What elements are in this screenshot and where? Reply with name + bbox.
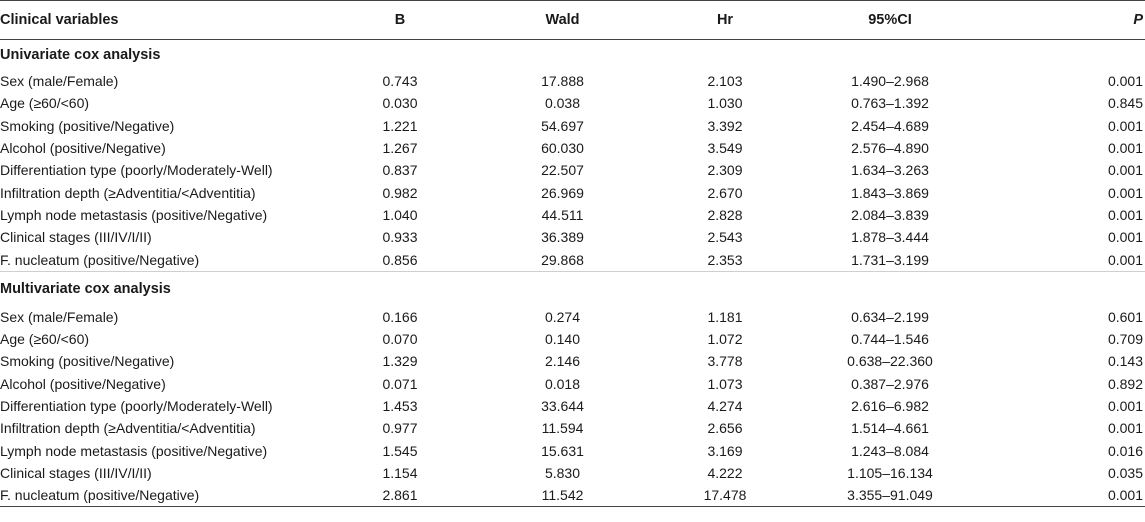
table-row xyxy=(0,115,1145,137)
table-cell: 0.763–1.392 xyxy=(851,95,929,112)
table-cell: 3.169 xyxy=(707,442,743,459)
row-label: Smoking (positive/Negative) xyxy=(0,353,175,370)
table-cell: 1.072 xyxy=(707,331,743,348)
table-cell: 15.631 xyxy=(541,442,584,459)
row-label: Smoking (positive/Negative) xyxy=(0,117,175,134)
table-cell: 0.001 xyxy=(1107,229,1143,246)
table-cell: 0.933 xyxy=(382,229,418,246)
table-cell: 1.329 xyxy=(382,353,418,370)
table-cell: 0.856 xyxy=(382,251,418,268)
row-label: Age (≥60/<60) xyxy=(0,331,90,348)
table-row xyxy=(0,439,1145,461)
table-cell: 3.392 xyxy=(707,117,743,134)
table-row xyxy=(0,204,1145,226)
table-row xyxy=(0,306,1145,328)
table-cell: 33.644 xyxy=(541,398,584,414)
table-cell: 0.035 xyxy=(1107,464,1143,481)
table-cell: 1.105–16.134 xyxy=(847,464,933,481)
table-cell: 3.778 xyxy=(707,353,743,370)
table-cell: 0.634–2.199 xyxy=(851,308,929,325)
table-cell: 0.071 xyxy=(382,375,418,392)
table-cell: 17.478 xyxy=(655,484,795,507)
header-hr: Hr xyxy=(655,1,795,40)
table-cell: 1.267 xyxy=(382,140,418,157)
table-cell: 2.103 xyxy=(707,73,743,90)
table-cell: 1.030 xyxy=(707,95,743,112)
row-label: Age (≥60/<60) xyxy=(0,95,90,112)
table-cell: 1.843–3.869 xyxy=(851,184,929,201)
table-cell: 0.001 xyxy=(1107,117,1143,134)
table-cell: 0.601 xyxy=(1107,308,1143,325)
table-cell: 26.969 xyxy=(541,184,584,201)
table-cell: 0.001 xyxy=(1107,206,1143,223)
row-label: Clinical stages (III/IV/I/II) xyxy=(0,229,152,246)
row-label: F. nucleatum (positive/Negative) xyxy=(0,484,330,507)
table-cell: 1.243–8.084 xyxy=(851,442,929,459)
table-cell: 0.845 xyxy=(1107,95,1143,112)
table-cell: 2.828 xyxy=(707,206,743,223)
table-cell: 2.454–4.689 xyxy=(851,117,929,134)
table-cell: 0.001 xyxy=(1107,140,1143,157)
header-p: P xyxy=(985,1,1145,40)
table-cell: 2.309 xyxy=(707,162,743,179)
table-cell: 1.221 xyxy=(382,117,418,134)
table-row xyxy=(0,181,1145,203)
row-label: Lymph node metastasis (positive/Negative) xyxy=(0,442,268,459)
table-cell: 0.143 xyxy=(1107,353,1143,370)
header-ci: 95%CI xyxy=(795,1,985,40)
row-label: F. nucleatum (positive/Negative) xyxy=(0,251,200,268)
table-cell: 0.140 xyxy=(544,331,581,348)
row-label: Infiltration depth (≥Adventitia/<Adventitia) xyxy=(0,184,256,201)
table-cell: 0.977 xyxy=(382,420,418,437)
table-cell: 1.040 xyxy=(382,206,418,223)
table-cell: 1.490–2.968 xyxy=(851,73,929,90)
table-cell: 0.743 xyxy=(382,73,418,90)
table-cell: 0.274 xyxy=(544,308,581,325)
table-cell: 5.830 xyxy=(544,464,581,481)
table-cell: 0.744–1.546 xyxy=(851,331,929,348)
section-title: Multivariate cox analysis xyxy=(0,271,1145,306)
table-cell: 0.982 xyxy=(382,184,418,201)
row-label: Lymph node metastasis (positive/Negative) xyxy=(0,206,268,223)
table-cell: 60.030 xyxy=(541,140,584,157)
table-row xyxy=(0,373,1145,395)
table-cell: 0.001 xyxy=(1107,420,1143,437)
table-cell: 1.181 xyxy=(707,308,743,325)
table-cell: 2.146 xyxy=(544,353,581,370)
table-row xyxy=(0,350,1145,372)
table-cell: 1.514–4.661 xyxy=(851,420,929,437)
table-row xyxy=(0,395,1145,417)
header-b: B xyxy=(330,1,470,40)
table-header-row xyxy=(0,1,1145,40)
table-cell: 2.576–4.890 xyxy=(851,140,929,157)
table-cell: 36.389 xyxy=(541,229,584,246)
table-cell: 1.731–3.199 xyxy=(851,251,929,268)
table-row xyxy=(0,417,1145,439)
table-cell: 0.892 xyxy=(1107,375,1143,392)
table-cell: 0.016 xyxy=(1107,442,1143,459)
table-cell: 1.878–3.444 xyxy=(851,229,929,246)
table-cell: 0.166 xyxy=(382,308,418,325)
row-label: Differentiation type (poorly/Moderately-Well) xyxy=(0,398,273,414)
table-cell: 1.453 xyxy=(382,398,418,414)
table-cell: 0.001 xyxy=(985,484,1145,507)
row-label: Sex (male/Female) xyxy=(0,308,119,325)
table-cell: 4.274 xyxy=(707,398,743,414)
table-cell: 2.084–3.839 xyxy=(851,206,929,223)
table-cell: 11.594 xyxy=(541,420,584,437)
table-cell: 0.001 xyxy=(1107,73,1143,90)
row-label: Infiltration depth (≥Adventitia/<Adventitia) xyxy=(0,420,256,437)
section-header-row xyxy=(0,271,1145,306)
table-cell: 0.638–22.360 xyxy=(847,353,933,370)
row-label: Alcohol (positive/Negative) xyxy=(0,140,166,157)
table-row xyxy=(0,484,1145,507)
table-row xyxy=(0,70,1145,92)
table-cell: 0.001 xyxy=(1107,162,1143,179)
table-row xyxy=(0,137,1145,159)
table-cell: 2.656 xyxy=(707,420,743,437)
table-row xyxy=(0,159,1145,181)
table-cell: 4.222 xyxy=(707,464,743,481)
table-row xyxy=(0,328,1145,350)
table-row xyxy=(0,462,1145,484)
table-cell: 0.837 xyxy=(382,162,418,179)
table-cell: 3.549 xyxy=(707,140,743,157)
table-cell: 2.353 xyxy=(707,251,743,268)
table-cell: 54.697 xyxy=(541,117,584,134)
table-cell: 0.038 xyxy=(544,95,581,112)
table-cell: 17.888 xyxy=(541,73,584,90)
section-title: Univariate cox analysis xyxy=(0,47,161,63)
table-cell: 2.616–6.982 xyxy=(851,398,929,414)
table-cell: 2.861 xyxy=(330,484,470,507)
header-clinical-variables: Clinical variables xyxy=(0,1,330,40)
row-label: Sex (male/Female) xyxy=(0,73,119,90)
table-cell: 0.018 xyxy=(544,375,581,392)
row-label: Differentiation type (poorly/Moderately-Well) xyxy=(0,162,273,179)
table-cell: 0.001 xyxy=(1107,398,1143,414)
table-cell: 0.709 xyxy=(1107,331,1143,348)
table-cell: 11.542 xyxy=(470,484,655,507)
row-label: Clinical stages (III/IV/I/II) xyxy=(0,464,152,481)
section-header-row xyxy=(0,40,1145,71)
table-cell: 44.511 xyxy=(541,206,584,223)
table-cell: 2.670 xyxy=(707,184,743,201)
header-wald: Wald xyxy=(470,1,655,40)
table-cell: 0.387–2.976 xyxy=(851,375,929,392)
table-row xyxy=(0,92,1145,114)
table-cell: 0.030 xyxy=(382,95,418,112)
table-cell: 1.154 xyxy=(382,464,418,481)
table-cell: 22.507 xyxy=(541,162,584,179)
table-cell: 3.355–91.049 xyxy=(795,484,985,507)
table-cell: 1.073 xyxy=(707,375,743,392)
table-cell: 1.634–3.263 xyxy=(851,162,929,179)
table-row xyxy=(0,226,1145,248)
table-row xyxy=(0,248,1145,271)
table-cell: 0.070 xyxy=(382,331,418,348)
table-cell: 1.545 xyxy=(382,442,418,459)
table-cell: 29.868 xyxy=(541,251,584,268)
table-cell: 0.001 xyxy=(1107,184,1143,201)
table-body xyxy=(0,40,1145,507)
table-cell: 0.001 xyxy=(1107,251,1143,268)
table-cell: 2.543 xyxy=(707,229,743,246)
row-label: Alcohol (positive/Negative) xyxy=(0,375,166,392)
